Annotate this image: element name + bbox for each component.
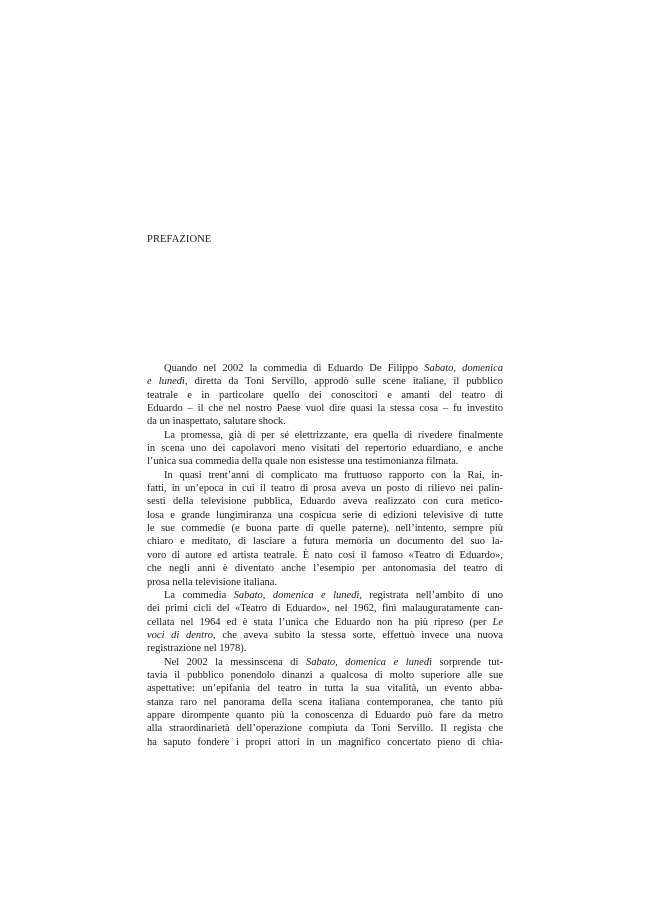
text-line: teatrale e in particolare quello dei conoscitori e amanti del teatro di <box>147 389 503 401</box>
text-line: La commedia Sabato, domenica e lunedì, registrata nell’ambito di uno <box>164 589 503 601</box>
paragraph <box>147 362 503 429</box>
paragraph <box>147 589 503 656</box>
text-line: e lunedì, diretta da Toni Servillo, approdò sulle scene italiane, il pubblico <box>147 376 503 388</box>
text-line: Quando nel 2002 la commedia di Eduardo De Filippo Sabato, domenica <box>164 363 503 374</box>
text-line: fatti, in un’epoca in cui il teatro di prosa aveva un posto di rilievo nei palin- <box>147 483 503 495</box>
italic-title: e lunedì <box>147 376 185 388</box>
text-line: voro di autore ed artista teatrale. È nato così il famoso «Teatro di Eduardo», <box>147 549 503 561</box>
text-line: La promessa, già di per sé elettrizzante, era quella di rivedere finalmente <box>164 429 503 441</box>
text-line: dei primi cicli del «Teatro di Eduardo», nel 1962, finì malauguratamente can- <box>147 603 503 615</box>
text-line: da un inaspettato, salutare shock. <box>147 416 286 428</box>
text-line: appare dirompente quanto più la conoscenza di Eduardo può fare da metro <box>147 709 503 721</box>
text-line: voci di dentro, che aveva subìto la stessa sorte, effettuò invece una nuova <box>147 629 503 641</box>
text-line: ha saputo fondere i propri attori in un magnifico concertato pieno di chia- <box>147 736 503 748</box>
paragraph <box>147 656 503 749</box>
paragraph <box>147 429 503 469</box>
text-line: tavia il pubblico ponendolo dinanzi a qualcosa di molto superiore alle sue <box>147 669 503 681</box>
text-line: In quasi trent’anni di complicato ma fruttuoso rapporto con la Rai, in- <box>164 469 503 481</box>
text-line: Eduardo – il che nel nostro Paese vuol dire quasi la stessa cosa – fu investito <box>147 403 503 415</box>
text-line: losa e grande lungimiranza una cospicua serie di edizioni televisive di tutte <box>147 509 503 521</box>
chapter-heading: PREFAZIONE <box>147 234 212 245</box>
italic-title: Sabato, domenica e lunedì <box>233 589 360 601</box>
text-line: prosa nella televisione italiana. <box>147 576 278 588</box>
text-line: cellata nel 1964 ed è stata l’unica che Eduardo non ha più ripreso (per Le <box>147 616 503 628</box>
text-line: chiaro e meditato, di lasciare a futura memoria un documento del suo la- <box>147 536 503 548</box>
italic-title: Le <box>492 616 503 628</box>
text-line: stanza raro nel panorama della scena italiana contemporanea, che tanto più <box>147 696 503 708</box>
text-line: alla straordinarietà dell’operazione compiuta da Toni Servillo. Il regista che <box>147 723 503 735</box>
paragraph <box>147 469 503 589</box>
body-text <box>147 362 503 749</box>
text-line: che negli anni è diventato anche l’esempio per antonomasia del teatro di <box>147 563 503 575</box>
italic-title: voci di dentro <box>147 629 214 641</box>
text-line: in scena uno dei capolavori meno visitati del repertorio eduardiano, e anche <box>147 443 503 455</box>
text-line: sesti della televisione pubblica, Eduardo aveva realizzato con cura metico- <box>147 496 503 508</box>
text-line: Nel 2002 la messinscena di Sabato, domenica e lunedì sorprende tut- <box>164 656 503 668</box>
text-line: le sue commedie (e buona parte di quelle paterne), nell’intento, sempre più <box>147 523 503 535</box>
text-line: registrazione nel 1978). <box>147 643 247 655</box>
italic-title: Sabato, domenica e lunedì <box>305 656 432 668</box>
text-line: aspettative: un’epifania del teatro in tutta la sua vitalità, un evento abba- <box>147 683 503 695</box>
text-line: l’unica sua commedia della quale non esistesse una testimonianza filmata. <box>147 456 459 468</box>
italic-title: Sabato, domenica <box>424 363 503 374</box>
